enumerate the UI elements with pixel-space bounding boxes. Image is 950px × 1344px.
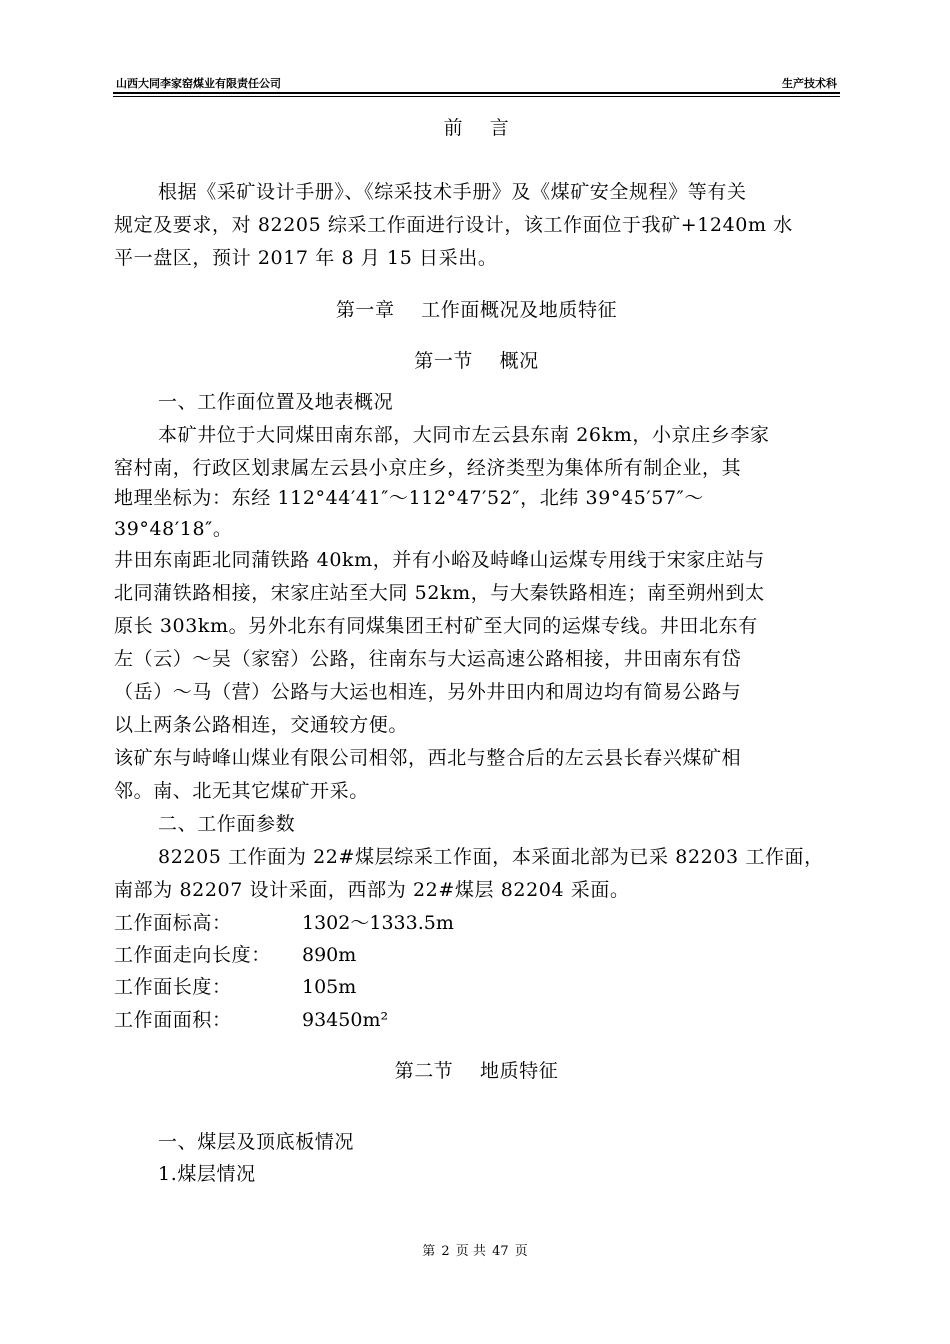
param-label: 工作面标高：: [114, 912, 232, 934]
preface-line: 规定及要求，对 82205 综采工作面进行设计，该工作面位于我矿+1240m 水: [114, 214, 793, 236]
param-value: 105m: [302, 976, 357, 998]
paragraph-line: 地理坐标为：东经 112°44′41″～112°47′52″，北纬 39°45′57″～: [114, 487, 704, 509]
paragraph-line: 82205 工作面为 22#煤层综采工作面，本采面北部为已采 82203 工作面，: [158, 846, 824, 868]
subsection-heading: 一、工作面位置及地表概况: [158, 391, 394, 413]
paragraph-line: （岳）～马（营）公路与大运也相连，另外井田内和周边均有简易公路与: [114, 681, 742, 703]
paragraph-line: 本矿井位于大同煤田南东部，大同市左云县东南 26km，小京庄乡李家: [158, 424, 770, 446]
footer-page-number: 2: [441, 1244, 450, 1259]
header-company: 山西大同李家窑煤业有限责任公司: [116, 77, 281, 90]
param-label: 工作面面积：: [114, 1009, 232, 1031]
section-heading: 第二节 地质特征: [394, 1060, 559, 1082]
paragraph-line: 原长 303km。另外北东有同煤集团王村矿至大同的运煤专线。井田北东有: [114, 615, 758, 637]
page-footer: [0, 1240, 950, 1259]
subsection-heading: 一、煤层及顶底板情况: [158, 1131, 355, 1153]
paragraph-line: 窑村南，行政区划隶属左云县小京庄乡，经济类型为集体所有制企业，其: [114, 457, 742, 479]
list-item: 1.煤层情况: [158, 1163, 256, 1185]
header-rule-thin: [113, 96, 840, 97]
footer-mid: 页 共: [455, 1244, 486, 1259]
header-rule-thick: [113, 92, 840, 94]
param-label: 工作面长度：: [114, 976, 232, 998]
paragraph-line: 邻。南、北无其它煤矿开采。: [114, 780, 369, 802]
param-label: 工作面走向长度：: [114, 944, 271, 966]
paragraph-line: 北同蒲铁路相接，宋家庄站至大同 52km，与大秦铁路相连；南至朔州到太: [114, 582, 765, 604]
param-value: 890m: [302, 944, 357, 966]
footer-prefix: 第: [422, 1244, 436, 1259]
footer-suffix: 页: [514, 1244, 528, 1259]
chapter-heading: 第一章 工作面概况及地质特征: [335, 299, 618, 321]
paragraph-line: 井田东南距北同蒲铁路 40km，并有小峪及峙峰山运煤专用线于宋家庄站与: [114, 549, 765, 571]
param-value: 1302～1333.5m: [302, 912, 454, 934]
paragraph-line: 该矿东与峙峰山煤业有限公司相邻，西北与整合后的左云县长春兴煤矿相: [114, 747, 742, 769]
paragraph-line: 以上两条公路相连，交通较方便。: [114, 714, 409, 736]
section-heading: 第一节 概况: [414, 350, 539, 372]
preface-line: 根据《采矿设计手册》、《综采技术手册》及《煤矿安全规程》等有关: [158, 181, 747, 203]
param-value: 93450m²: [302, 1009, 389, 1031]
footer-total-pages: 47: [492, 1244, 509, 1259]
preface-line: 平一盘区，预计 2017 年 8 月 15 日采出。: [114, 247, 498, 269]
page-title: 前 言: [443, 117, 510, 139]
header-department: 生产技术科: [782, 77, 837, 90]
paragraph-line: 左（云）～吴（家窑）公路，往南东与大运高速公路相接，井田南东有岱: [114, 648, 742, 670]
subsection-heading: 二、工作面参数: [158, 813, 296, 835]
paragraph-line: 39°48′18″。: [114, 518, 233, 540]
paragraph-line: 南部为 82207 设计采面，西部为 22#煤层 82204 采面。: [114, 879, 630, 901]
